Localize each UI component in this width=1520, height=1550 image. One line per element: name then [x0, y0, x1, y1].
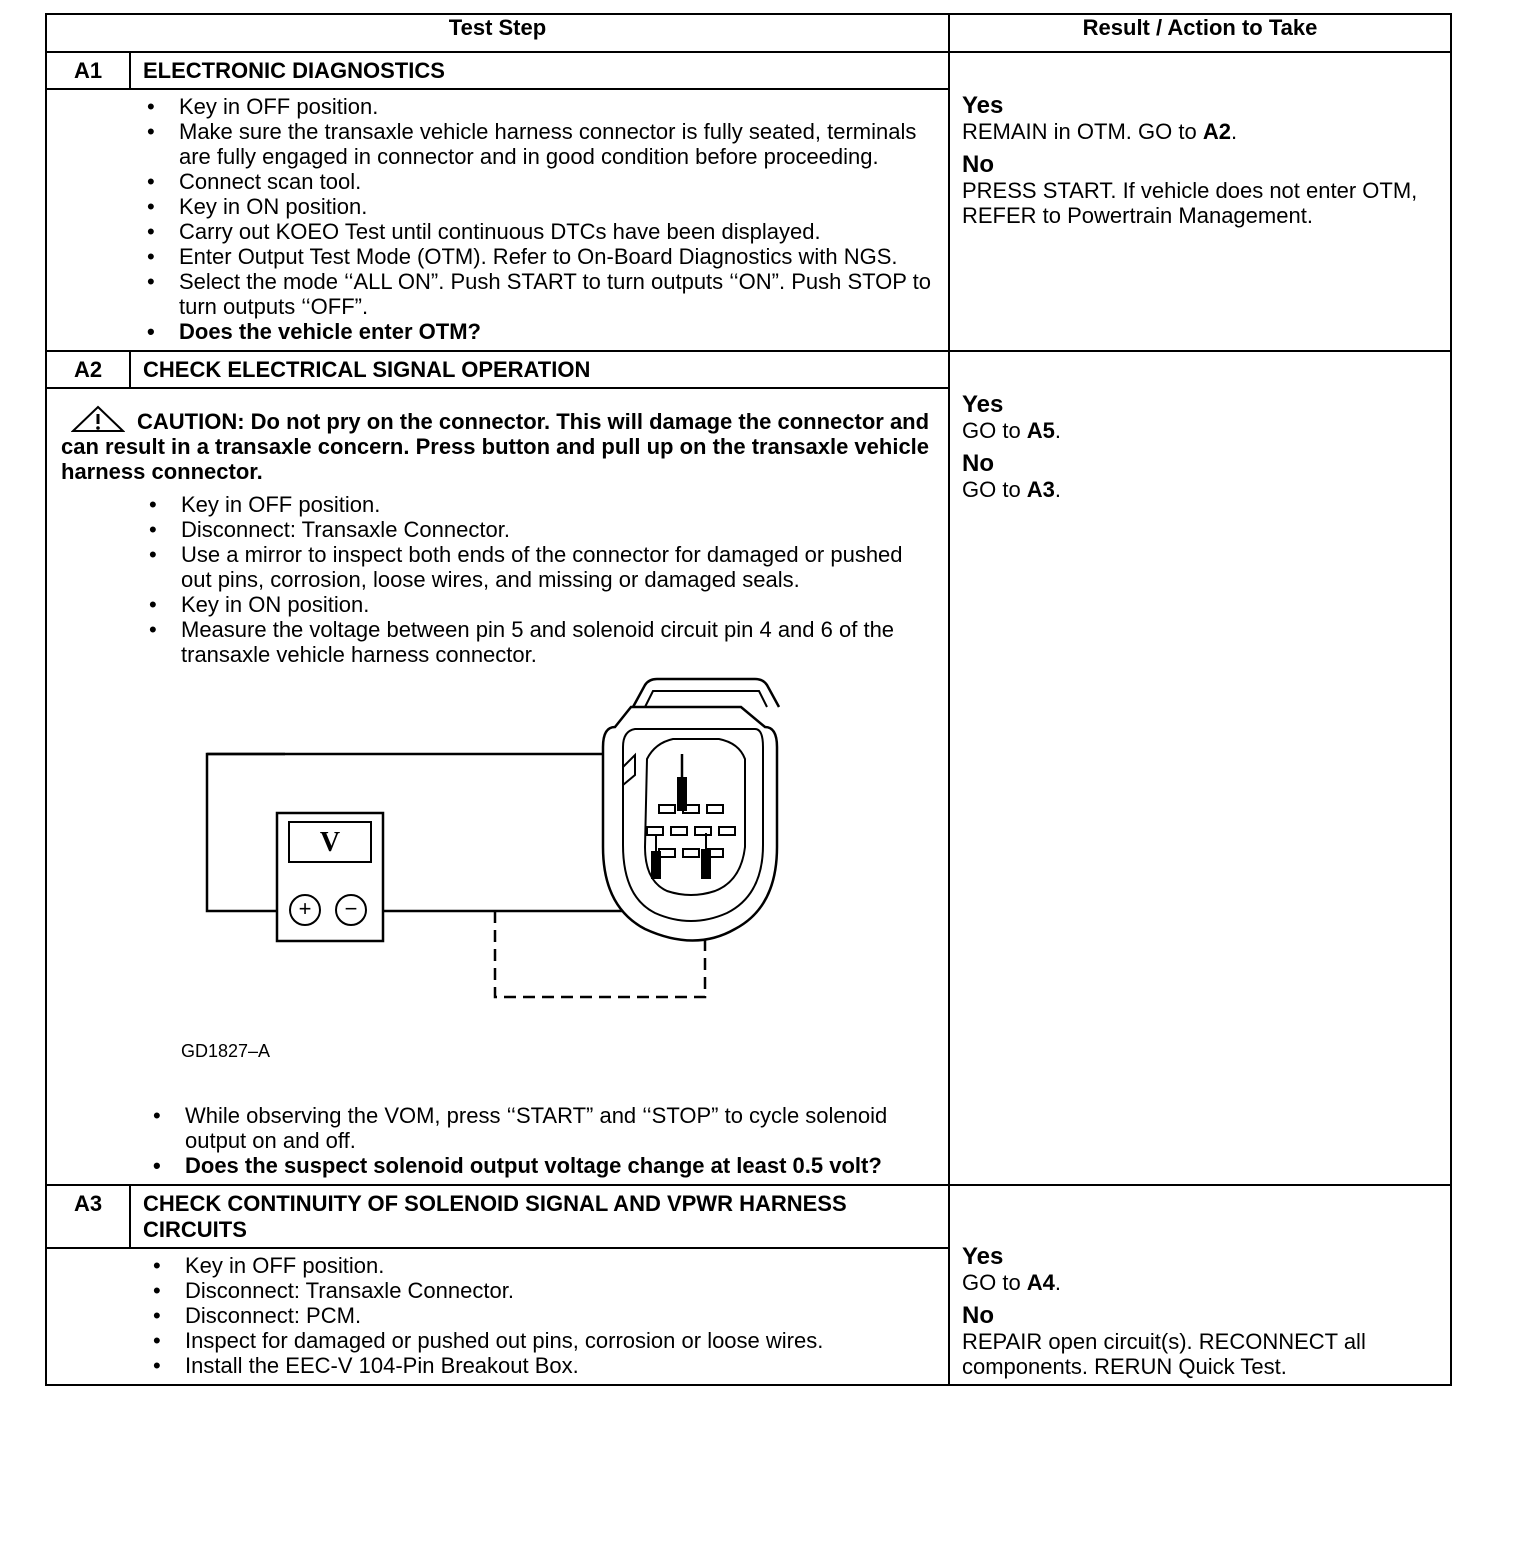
yes-text: GO to [962, 1270, 1027, 1295]
minus-symbol: − [344, 896, 358, 921]
step-a2-bullets-after [47, 1103, 948, 1178]
plus-symbol: + [298, 896, 312, 921]
voltmeter-label: V [319, 827, 341, 858]
wiring-diagram-svg [55, 667, 935, 1067]
step-a3-titlebar [47, 1186, 948, 1249]
diagnostic-table [45, 13, 1452, 1386]
yes-label: Yes [962, 1243, 1004, 1270]
connector-housing [603, 707, 777, 941]
list-item: • Disconnect: Transaxle Connector. [181, 517, 948, 542]
yes-ref: A5 [1026, 418, 1055, 443]
no-action: REPAIR open circuit(s). RECONNECT all components. RERUN Quick Test. [962, 1329, 1366, 1379]
no-ref: A3 [1026, 477, 1055, 502]
yes-text: GO to [962, 418, 1027, 443]
table-header-row [46, 14, 1451, 52]
list-item: • Inspect for damaged or pushed out pins, corrosion or loose wires. [185, 1328, 948, 1353]
step-a2-body [47, 490, 948, 1184]
connector-diagram [55, 667, 948, 1097]
yes-ref: A4 [1026, 1270, 1055, 1295]
step-a3-cell [46, 1185, 949, 1385]
step-title: CHECK CONTINUITY OF SOLENOID SIGNAL AND VPWR HARNESS CIRCUITS [143, 1191, 847, 1242]
yes-action [962, 418, 1438, 443]
list-item: • Key in ON position. [181, 592, 948, 617]
no-end: . [1054, 477, 1062, 502]
list-item: • Use a mirror to inspect both ends of the connector for damaged or pushed out pins, corrosion, loose wires, and missing or damaged seals. [181, 542, 948, 592]
list-item: • While observing the VOM, press ‘‘START” and ‘‘STOP” to cycle solenoid output on and off. [185, 1103, 948, 1153]
list-item: • Make sure the transaxle vehicle harness connector is fully seated, terminals are fully engaged in connector and in good condition before proceeding. [179, 119, 948, 169]
step-a2-cell [46, 351, 949, 1185]
result-a3-cell [949, 1185, 1451, 1385]
figure-id: GD1827–A [181, 1041, 271, 1061]
header-test-step: Test Step [46, 14, 949, 52]
list-item: • Connect scan tool. [179, 169, 948, 194]
no-action: PRESS START. If vehicle does not enter OTM, REFER to Powertrain Management. [962, 178, 1418, 228]
no-label: No [962, 151, 994, 178]
yes-end: . [1054, 1270, 1062, 1295]
list-item: • Disconnect: PCM. [185, 1303, 948, 1328]
list-item: • Carry out KOEO Test until continuous DTCs have been displayed. [179, 219, 948, 244]
list-item: • Disconnect: Transaxle Connector. [185, 1278, 948, 1303]
caution-text: CAUTION: Do not pry on the connector. This will damage the connector and can result in a transaxle concern. Press button and pull up on the transaxle vehicle harness connector. [61, 409, 930, 484]
step-row-a2 [46, 351, 1451, 1185]
step-row-a1 [46, 52, 1451, 351]
caution-note [47, 389, 948, 490]
step-a3-bullets [47, 1253, 948, 1378]
list-item: • Key in OFF position. [185, 1253, 948, 1278]
step-title: CHECK ELECTRICAL SIGNAL OPERATION [143, 357, 591, 382]
list-item: • Enter Output Test Mode (OTM). Refer to On-Board Diagnostics with NGS. [179, 244, 948, 269]
yes-label: Yes [962, 92, 1004, 119]
result-a3 [950, 1186, 1450, 1379]
list-item: • Key in OFF position. [179, 94, 948, 119]
step-a3-body [47, 1249, 948, 1384]
yes-ref: A2 [1202, 119, 1231, 144]
result-a1 [950, 53, 1450, 228]
list-item: • Select the mode ‘‘ALL ON”. Push START to turn outputs ‘‘ON”. Push STOP to turn outputs ‘‘OFF”. [179, 269, 948, 319]
no-action [962, 477, 1438, 502]
yes-text: REMAIN in OTM. GO to [962, 119, 1203, 144]
yes-end: . [1230, 119, 1238, 144]
step-a2-bullets [47, 492, 948, 667]
step-a1-bullets [47, 94, 948, 344]
no-label: No [962, 450, 994, 477]
step-a1-titlebar [47, 53, 948, 90]
step-a2-titlebar [47, 352, 948, 389]
step-id: A2 [47, 352, 131, 387]
no-text: GO to [962, 477, 1027, 502]
warning-triangle-icon [71, 405, 125, 433]
step-a1-body [47, 90, 948, 350]
step-title: ELECTRONIC DIAGNOSTICS [143, 58, 445, 83]
step-id: A3 [47, 1186, 131, 1247]
list-item-question: • Does the vehicle enter OTM? [179, 319, 948, 344]
yes-action [962, 119, 1438, 144]
result-a2-cell [949, 351, 1451, 1185]
result-a2 [950, 352, 1450, 502]
procedure-page [45, 13, 1450, 1386]
list-item: • Key in OFF position. [181, 492, 948, 517]
result-a1-cell [949, 52, 1451, 351]
yes-end: . [1054, 418, 1062, 443]
header-result: Result / Action to Take [949, 14, 1451, 52]
no-label: No [962, 1302, 994, 1329]
yes-label: Yes [962, 391, 1004, 418]
list-item: • Install the EEC-V 104-Pin Breakout Box. [185, 1353, 948, 1378]
step-a1-cell [46, 52, 949, 351]
yes-action [962, 1270, 1438, 1295]
step-row-a3 [46, 1185, 1451, 1385]
list-item: • Measure the voltage between pin 5 and solenoid circuit pin 4 and 6 of the transaxle vehicle harness connector. [181, 617, 948, 667]
list-item-question: • Does the suspect solenoid output voltage change at least 0.5 volt? [185, 1153, 948, 1178]
step-id: A1 [47, 53, 131, 88]
list-item: • Key in ON position. [179, 194, 948, 219]
